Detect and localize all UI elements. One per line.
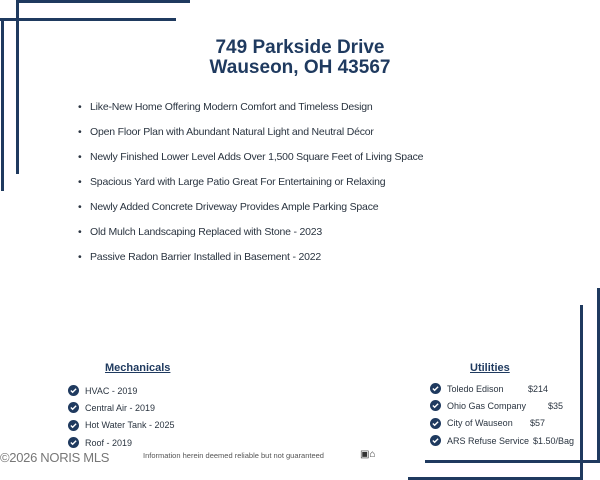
utility-item bbox=[430, 415, 580, 432]
utilities-list bbox=[430, 380, 580, 449]
utility-item bbox=[430, 380, 580, 397]
utility-amount: $35 bbox=[548, 400, 564, 411]
realtor-equal-housing-icon bbox=[360, 449, 376, 460]
feature-item: • Passive Radon Barrier Installed in Basement - 2022 bbox=[78, 248, 423, 273]
check-circle-icon bbox=[430, 418, 441, 429]
feature-item: • Open Floor Plan with Abundant Natural Light and Neutral Décor bbox=[78, 123, 423, 148]
utility-amount: $1.50/Bag bbox=[533, 435, 575, 446]
copyright-watermark: ©2026 NORIS MLS bbox=[0, 450, 110, 465]
mechanical-label: Hot Water Tank - 2025 bbox=[85, 420, 175, 431]
address-title bbox=[0, 38, 600, 78]
check-circle-icon bbox=[68, 385, 79, 396]
check-circle-icon bbox=[430, 400, 441, 411]
mechanical-label: HVAC - 2019 bbox=[85, 385, 138, 396]
mechanical-item bbox=[68, 417, 175, 434]
disclaimer: Information herein deemed reliable but not guaranteed bbox=[143, 451, 324, 460]
utility-item bbox=[430, 432, 580, 449]
mechanical-label: Central Air - 2019 bbox=[85, 402, 156, 413]
realtor-icon: ▣ bbox=[360, 449, 370, 460]
frame-line bbox=[16, 0, 19, 174]
utility-name: ARS Refuse Service bbox=[447, 435, 530, 446]
utility-name: Toledo Edison bbox=[447, 383, 504, 394]
check-circle-icon bbox=[430, 383, 441, 394]
check-circle-icon bbox=[68, 437, 79, 448]
utilities-heading: Utilities bbox=[470, 362, 510, 374]
feature-item: • Like-New Home Offering Modern Comfort and Timeless Design bbox=[78, 98, 423, 123]
mechanical-item bbox=[68, 399, 175, 416]
feature-item: • Spacious Yard with Large Patio Great For Entertaining or Relaxing bbox=[78, 173, 423, 198]
mechanical-label: Roof - 2019 bbox=[85, 437, 133, 448]
feature-item: • Newly Added Concrete Driveway Provides Ample Parking Space bbox=[78, 198, 423, 223]
check-circle-icon bbox=[430, 435, 441, 446]
utility-amount: $57 bbox=[530, 418, 546, 429]
utility-name: Ohio Gas Company bbox=[447, 400, 527, 411]
check-circle-icon bbox=[68, 402, 79, 413]
utility-amount: $214 bbox=[528, 383, 549, 394]
feature-item: • Old Mulch Landscaping Replaced with Stone - 2023 bbox=[78, 223, 423, 248]
utility-item bbox=[430, 397, 580, 414]
frame-line bbox=[0, 18, 176, 21]
frame-line bbox=[17, 0, 190, 3]
address-line1: 749 Parkside Drive bbox=[215, 37, 385, 58]
equal-housing-icon: ⌂ bbox=[369, 449, 376, 460]
feature-list bbox=[78, 98, 423, 273]
mechanicals-heading: Mechanicals bbox=[105, 362, 171, 374]
check-circle-icon bbox=[68, 420, 79, 431]
mechanical-item bbox=[68, 382, 175, 399]
mechanical-item bbox=[68, 434, 175, 451]
utility-name: City of Wauseon bbox=[447, 418, 513, 429]
mechanicals-list bbox=[68, 382, 175, 451]
frame-line bbox=[425, 460, 600, 463]
frame-line bbox=[580, 305, 583, 480]
feature-item: • Newly Finished Lower Level Adds Over 1,500 Square Feet of Living Space bbox=[78, 148, 423, 173]
address-line2: Wauseon, OH 43567 bbox=[209, 57, 391, 78]
